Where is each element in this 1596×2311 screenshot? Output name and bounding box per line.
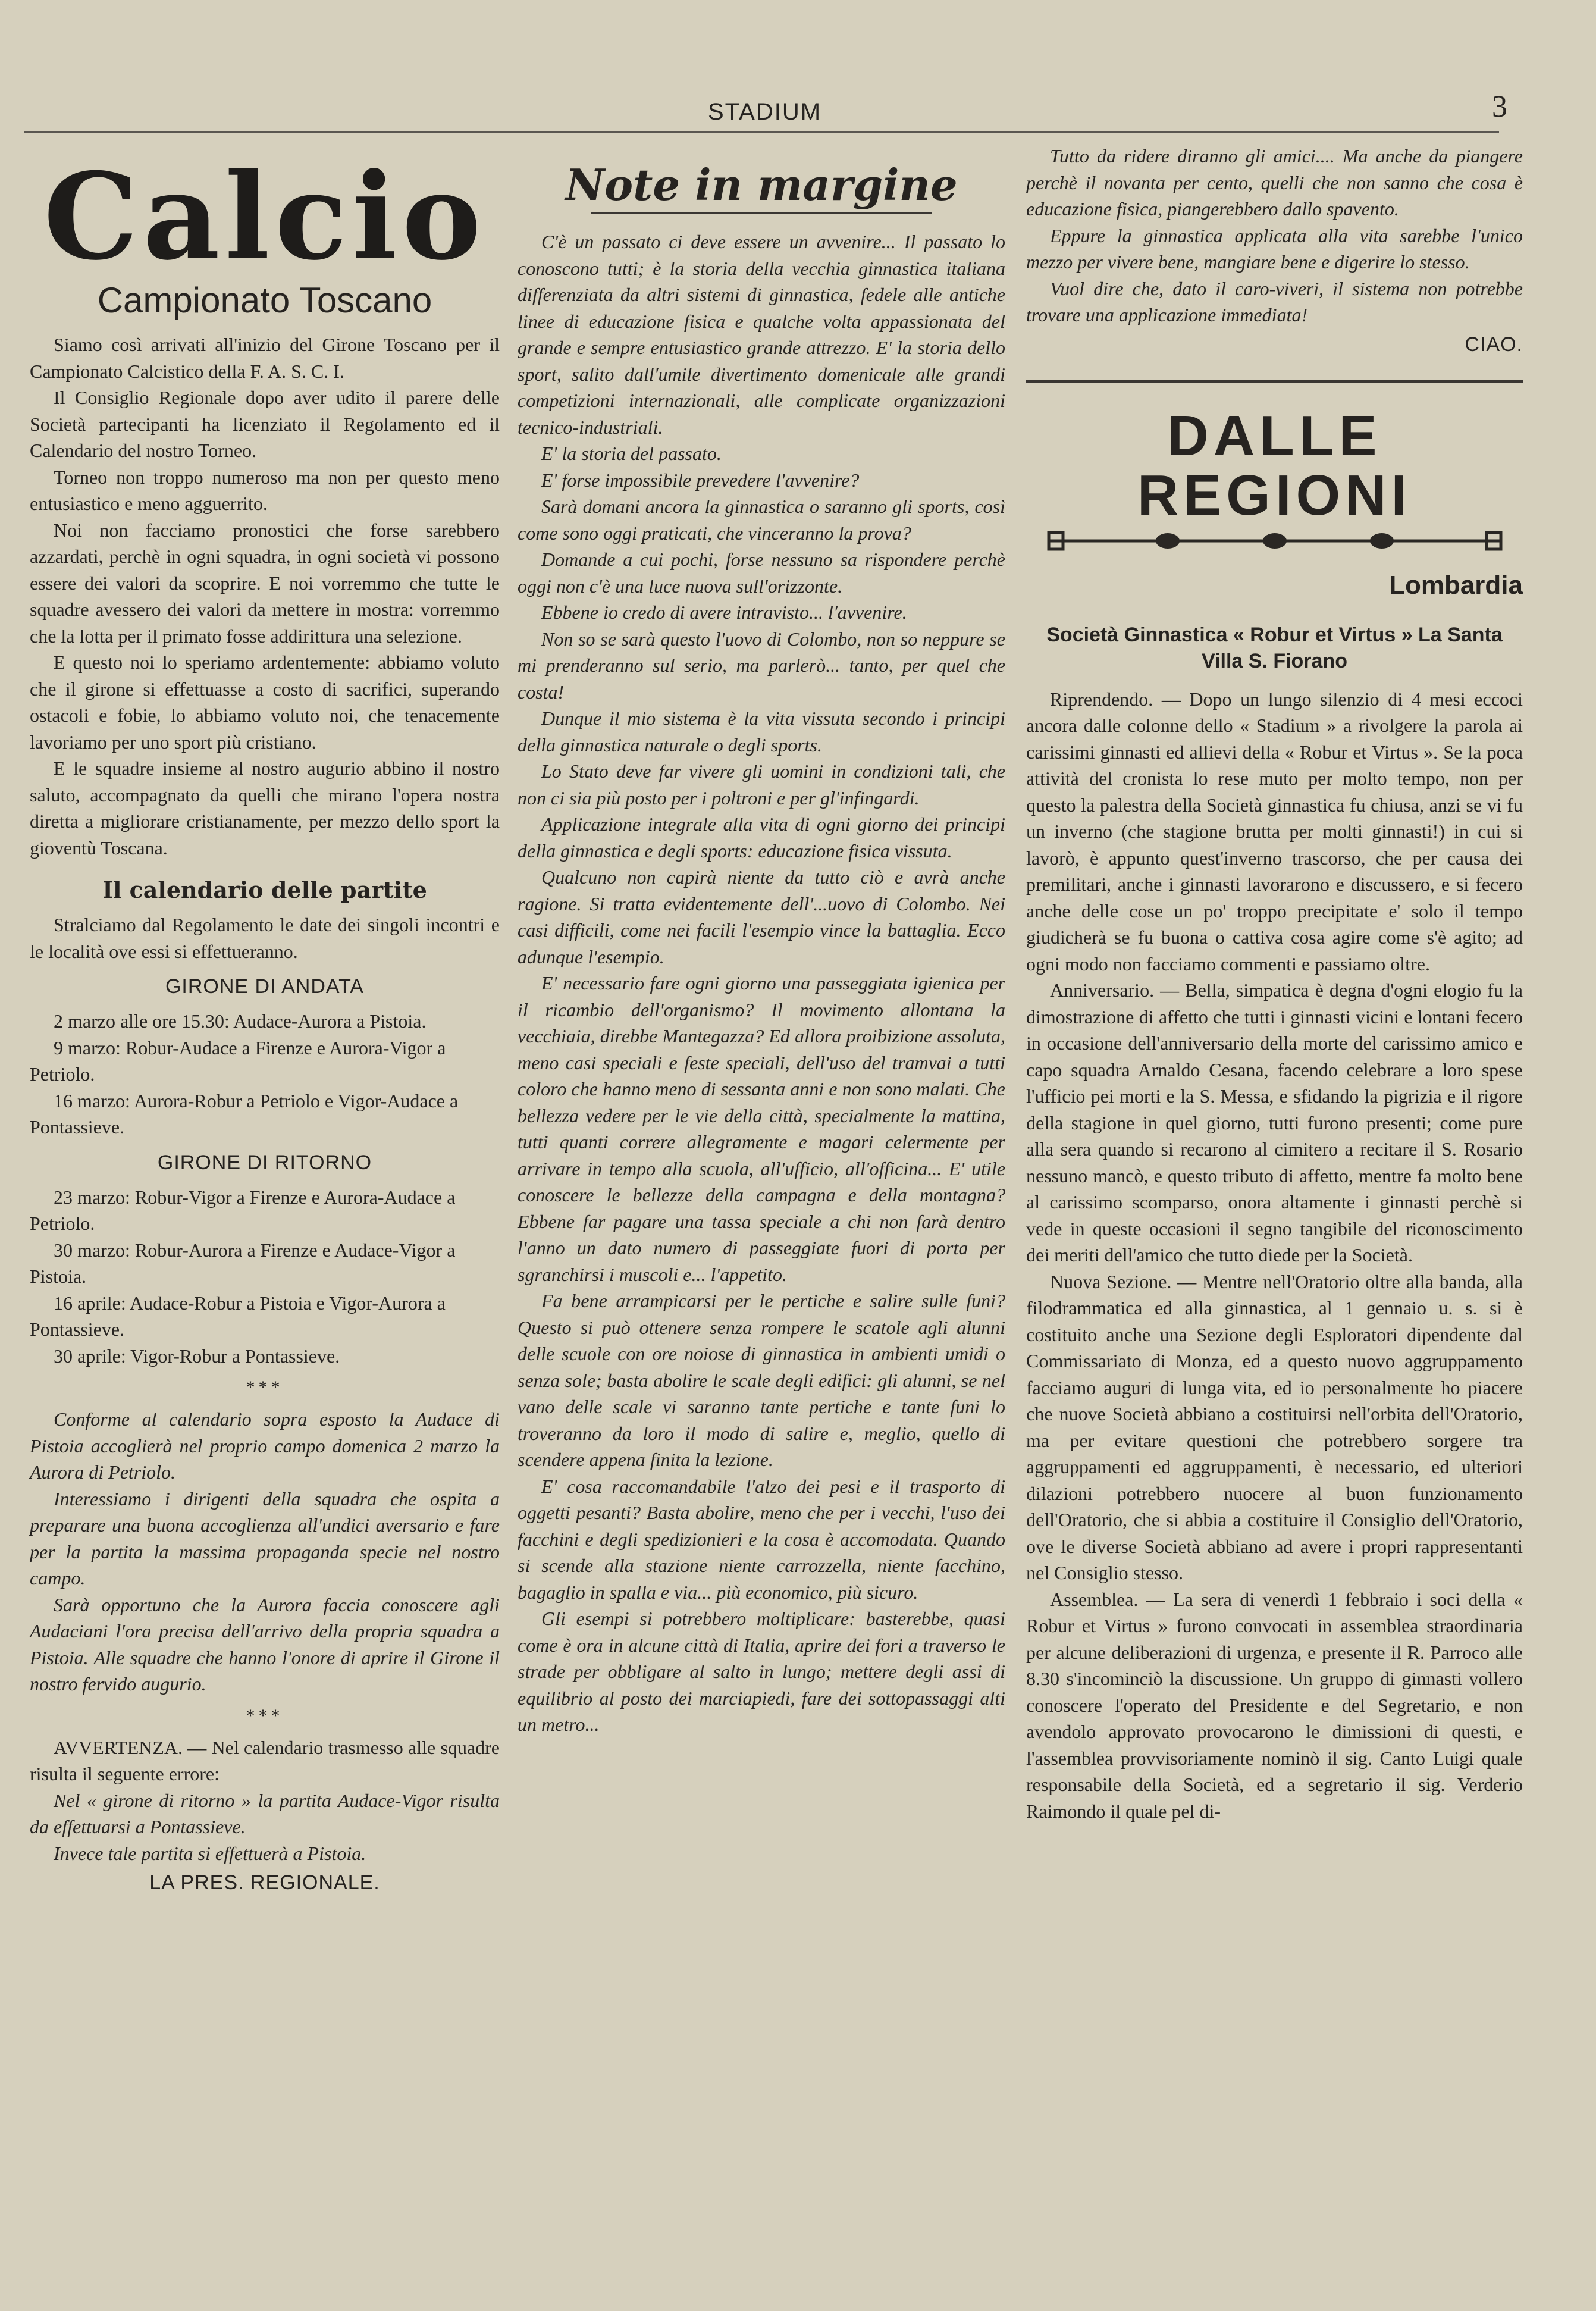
paragraph: Torneo non troppo numeroso ma non per questo meno entusiastico e meno agguerrito. xyxy=(30,466,500,514)
paragraph: Sarà opportuno che la Aurora faccia conoscere agli Audaciani l'ora precisa dell'arrivo della propria squadra a Pistoia. Alle squadre che hanno l'onore di aprire il Girone il nostro fervido augurio. xyxy=(30,1593,500,1695)
paragraph: Conforme al calendario sopra esposto la Audace di Pistoia accoglierà nel proprio campo domenica 2 marzo la Aurora di Petriolo. xyxy=(30,1408,500,1483)
avvertenza-paragraph: AVVERTENZA. — Nel calendario trasmesso alle squadre risulta il seguente errore: xyxy=(30,1736,500,1784)
paragraph: Noi non facciamo pronostici che forse sarebbero azzardati, perchè in ogni squadra, in ogni società vi possono essere dei valori da scoprire. E noi vorremmo che tutte le squadre avessero dei valori da mettere in mostra: vorremmo che la lotta per il primato fosse addirittura una selezione. xyxy=(30,519,500,647)
paragraph: E' la storia del passato. xyxy=(541,443,722,464)
paragraph: Eppure la ginnastica applicata alla vita sarebbe l'unico mezzo per vivere bene, mangiare bene e digerire lo stesso. xyxy=(1026,224,1523,273)
girone-andata-heading: GIRONE DI ANDATA xyxy=(165,975,364,998)
paragraph: Invece tale partita si effettuerà a Pistoia. xyxy=(54,1842,366,1864)
section-separator: *** xyxy=(246,1705,284,1726)
column-note-in-margine xyxy=(518,143,1005,1738)
paragraph: E' cosa raccomandabile l'alzo dei pesi e il trasporto di oggetti pesanti? Basta abolire, meno che per i vecchi, l'uso dei facchini e degli spedizionieri e la cosa è accomodata. Quando si scende alla stazione niente carrozzella, niente facchino, bagaglio in spalla e via... più economico, più sicuro. xyxy=(518,1475,1005,1603)
paragraph: Ebbene io credo di avere intravisto... l'avvenire. xyxy=(541,602,907,623)
match-entry: 30 aprile: Vigor-Robur a Pontassieve. xyxy=(54,1345,340,1367)
paragraph: E' necessario fare ogni giorno una passeggiata igienica per il ricambio dell'organismo? Il movimento allontana la vecchiaia, direbbe Mantegazza? Ed allora proibizione assoluta, meno casi speciali e feste speciali, dell'uso del tramvai a tutti coloro che hanno meno di sessanta anni e non sono malati. Che bellezza vedere per le vie della città, specialmente la mattina, tutti quanti correre allegramente e magari celermente per arrivare in tempo alla scuola, all'ufficio, all'officina... E' utile conoscere le bellezze della campagna e della montagna? Ebbene far pagare una tassa speciale a chi non farà dentro l'anno un dato numero di passeggiate fuori di porta per sgranchirsi i muscoli e... l'appetito. xyxy=(518,972,1005,1285)
paragraph: Nel « girone di ritorno » la partita Audace-Vigor risulta da effettuarsi a Pontassieve. xyxy=(30,1789,500,1837)
paragraph: Riprendendo. — Dopo un lungo silenzio di 4 mesi eccoci ancora dalle colonne dello « Stadium » a rivolgere la parola ai carissimi ginnasti ed allievi della « Robur et Virtus ». Se la poca attività del cronista lo rese muto per molto tempo, non per questo la palestra della Società ginnastica fu chiusa, anzi se vi fu un inverno (che stagione brutta per molti ginnasti!) in cui si lavorò, è appunto quest'inverno trascorso, che per causa dei premilitari, anche i ginnasti lavorarono e discussero, e si fecero anche delle cose un po' troppo precipitate e' solo il tempo giudicherà se fu buona o cattiva cosa agire come s'è agito; ad ogni modo non facciamo commenti e passiamo oltre. xyxy=(1026,688,1523,975)
paragraph: Vuol dire che, dato il caro-viveri, il sistema non potrebbe trovare una applicazione immediata! xyxy=(1026,277,1523,325)
match-entry: 16 marzo: Aurora-Robur a Petriolo e Vigor-Audace a Pontassieve. xyxy=(30,1089,459,1138)
calcio-masthead: Calcio xyxy=(43,147,486,287)
match-entry: 16 aprile: Audace-Robur a Pistoia e Vigor-Aurora a Pontassieve. xyxy=(30,1292,446,1340)
paragraph: Tutto da ridere diranno gli amici.... Ma anche da piangere perchè il novanta per cento, quelli che non sanno che cosa è educazione fisica, piangerebbero dallo spavento. xyxy=(1026,145,1523,220)
match-entry: 23 marzo: Robur-Vigor a Firenze e Aurora-Audace a Petriolo. xyxy=(30,1186,456,1234)
paragraph: Lo Stato deve far vivere gli uomini in condizioni tali, che non ci sia più posto per i poltroni e per gl'infingardi. xyxy=(518,760,1005,809)
match-entry: 9 marzo: Robur-Audace a Firenze e Aurora-Vigor a Petriolo. xyxy=(30,1036,446,1085)
match-entry: 2 marzo alle ore 15.30: Audace-Aurora a Pistoia. xyxy=(54,1010,427,1032)
paragraph: Qualcuno non capirà niente da tutto ciò e avrà anche ragione. Si tratta evidentemente dell'...uovo di Colombo. Nei casi difficili, come nei facili l'esempio vince la battaglia. Ecco adunque l'esempio. xyxy=(518,866,1005,967)
section-separator: *** xyxy=(246,1377,284,1397)
header-rule xyxy=(24,131,1499,133)
paragraph: Non so se sarà questo l'uovo di Colombo, non so neppure se mi prenderanno sul serio, ma parlerò... tanto, per quel che costa! xyxy=(518,628,1005,703)
column-dalle-regioni xyxy=(1026,143,1523,1824)
girone-ritorno-heading: GIRONE DI RITORNO xyxy=(157,1151,372,1174)
paragraph: Stralciamo dal Regolamento le date dei singoli incontri e le località ove essi si effettueranno. xyxy=(30,914,500,962)
region-name: Lombardia xyxy=(1389,570,1523,600)
paragraph: Siamo così arrivati all'inizio del Girone Toscano per il Campionato Calcistico della F. A. S. C. I. xyxy=(30,334,500,382)
paragraph: E le squadre insieme al nostro augurio abbino il nostro saluto, accompagnato da quelli che mirano l'opera nostra diretta a migliorare cristianamente, per mezzo dello sport la gioventù Toscana. xyxy=(30,757,500,859)
article-heading: Note in margine xyxy=(565,159,958,210)
regioni-title: DALLE REGIONI xyxy=(1137,403,1412,527)
signature: CIAO. xyxy=(1465,333,1523,356)
ornamental-rule xyxy=(1043,529,1507,553)
signature: LA PRES. REGIONALE. xyxy=(149,1871,380,1894)
society-name: Società Ginnastica « Robur et Virtus » La Santa Villa S. Fiorano xyxy=(1046,623,1503,672)
paragraph: Nuova Sezione. — Mentre nell'Oratorio oltre alla banda, alla filodrammatica ed alla ginnastica, al 1 gennaio u. s. si è costituito anche una Sezione degli Esploratori dipendente dal Commissariato di Monza, ed a questo nuovo aggruppamento facciamo auguri di lunga vita, ed io personalmente ho piacere che nuove Società abbiano a costituirsi nell'orbita dell'Oratorio, ma per evitare questioni che potrebbero sorgere tra aggruppamenti ed aggruppamenti, è necessario, ed ulteriori dilazioni potrebbero nuocere al buon funzionamento dell'Oratorio, che si abbia a costituire il Consiglio dell'Oratorio, ove le diverse Società abbiano ad avere i propri rappresentanti nel Consiglio stesso. xyxy=(1026,1270,1523,1583)
journal-title: STADIUM xyxy=(708,99,822,125)
paragraph: Sarà domani ancora la ginnastica o saranno gli sports, così come sono oggi praticati, che vinceranno la prova? xyxy=(518,496,1005,544)
running-header xyxy=(0,90,1596,136)
column-calcio xyxy=(30,143,500,1894)
paragraph: Domande a cui pochi, forse nessuno sa rispondere perchè oggi non c'è una luce nuova sull'orizzonte. xyxy=(518,549,1005,597)
paragraph: E questo noi lo speriamo ardentemente: abbiamo voluto che il girone si effettuasse a costo di sacrifici, superando ostacoli e fobie, lo abbiamo voluto noi, che tenacemente lavoriamo per uno sport più cristiano. xyxy=(30,652,500,753)
paragraph: Interessiamo i dirigenti della squadra che ospita a preparare una buona accoglienza all'undici aversario e fare per la partita la massima propaganda specie nel nostro campo. xyxy=(30,1488,500,1589)
paragraph: Dunque il mio sistema è la vita vissuta secondo i principi della ginnastica naturale o degli sports. xyxy=(518,707,1005,756)
calendar-heading: Il calendario delle partite xyxy=(102,876,427,903)
heading-underline xyxy=(591,212,932,214)
paragraph: Assemblea. — La sera di venerdì 1 febbraio i soci della « Robur et Virtus » furono convocati in assemblea straordinaria per alcune deliberazioni di urgenza, e presente il R. Parroco alle 8.30 s'incominciò la discussione. Un gruppo di ginnasti vollero conoscere l'operato del Presidente e del Segretario, e non avendolo approvato provocarono le dimissioni di questi, e l'assemblea provvisoriamente nominò il sig. Canto Luigi quale responsabile della Società, ed a segretario il sig. Verderio Raimondo il quale pel di- xyxy=(1026,1588,1523,1822)
paragraph: Applicazione integrale alla vita di ogni giorno dei principi della ginnastica e degli sports: educazione fisica vissuta. xyxy=(518,813,1005,862)
paragraph: Il Consiglio Regionale dopo aver udito il parere delle Società partecipanti ha licenziato il Regolamento ed il Calendario del nostro Torneo. xyxy=(30,387,500,461)
paragraph: C'è un passato ci deve essere un avvenire... Il passato lo conoscono tutti; è la storia della vecchia ginnastica italiana differenziata da altri sistemi di ginnastica, fedele alle antiche linee di educazione fisica e qualche volta appassionata del grande e sempre entusiastico grande attrezzo. E' la storia dello sport, salito dall'umile divertimento domenicale alle grandi competizioni internazionali, alle complicate organizzazioni tecnico-industriali. xyxy=(518,231,1005,438)
paragraph: Anniversario. — Bella, simpatica è degna d'ogni elogio fu la dimostrazione di affetto che tutti i ginnasti vicini e lontani fecero in occasione dell'anniversario della morte del carissimo amico e capo squadra Arnaldo Cesana, facendo celebrare a loro spese l'ufficio pei morti e la S. Messa, e sfidando la pigrizia e il rigore della stagione in quel giorno, tutti furono presenti; come pure alla sera quando si recarono al cimitero a recitare il S. Rosario nessuno mancò, e questo tributo di affetto, mentre fa molto bene al carissimo scomparso, onora altamente i ginnasti perchè si vede in queste occasioni il segno tangibile del riconoscimento dei meriti dell'amico che tutto diede per la Società. xyxy=(1026,979,1523,1266)
page-number: 3 xyxy=(1492,90,1507,124)
paragraph: Fa bene arrampicarsi per le pertiche e salire sulle funi? Questo si può ottenere senza rompere le scatole agli alunni delle scuole con ore noiose di ginnastica in ambienti umidi o senza sole; basta abolire le scale degli edifici: gli alunni, se nel vano delle scale vi saranno tante pertiche e tante funi lo troveranno da loro il modo di salire e, meglio, quello di scendere appena finita la lezione. xyxy=(518,1290,1005,1470)
paragraph: E' forse impossibile prevedere l'avvenire? xyxy=(541,469,860,491)
paragraph: Gli esempi si potrebbero moltiplicare: basterebbe, quasi come è ora in alcune città di Italia, aprire dei fori a traverso le strade per obbligare al salto in lungo; mettere degli assi di equilibrio al posto dei marciapiedi, fare dei sottopassaggi alti un metro... xyxy=(518,1608,1005,1735)
regioni-section xyxy=(1026,380,1523,1825)
match-entry: 30 marzo: Robur-Aurora a Firenze e Audace-Vigor a Pistoia. xyxy=(30,1239,456,1287)
section-subtitle: Campionato Toscano xyxy=(97,280,432,320)
